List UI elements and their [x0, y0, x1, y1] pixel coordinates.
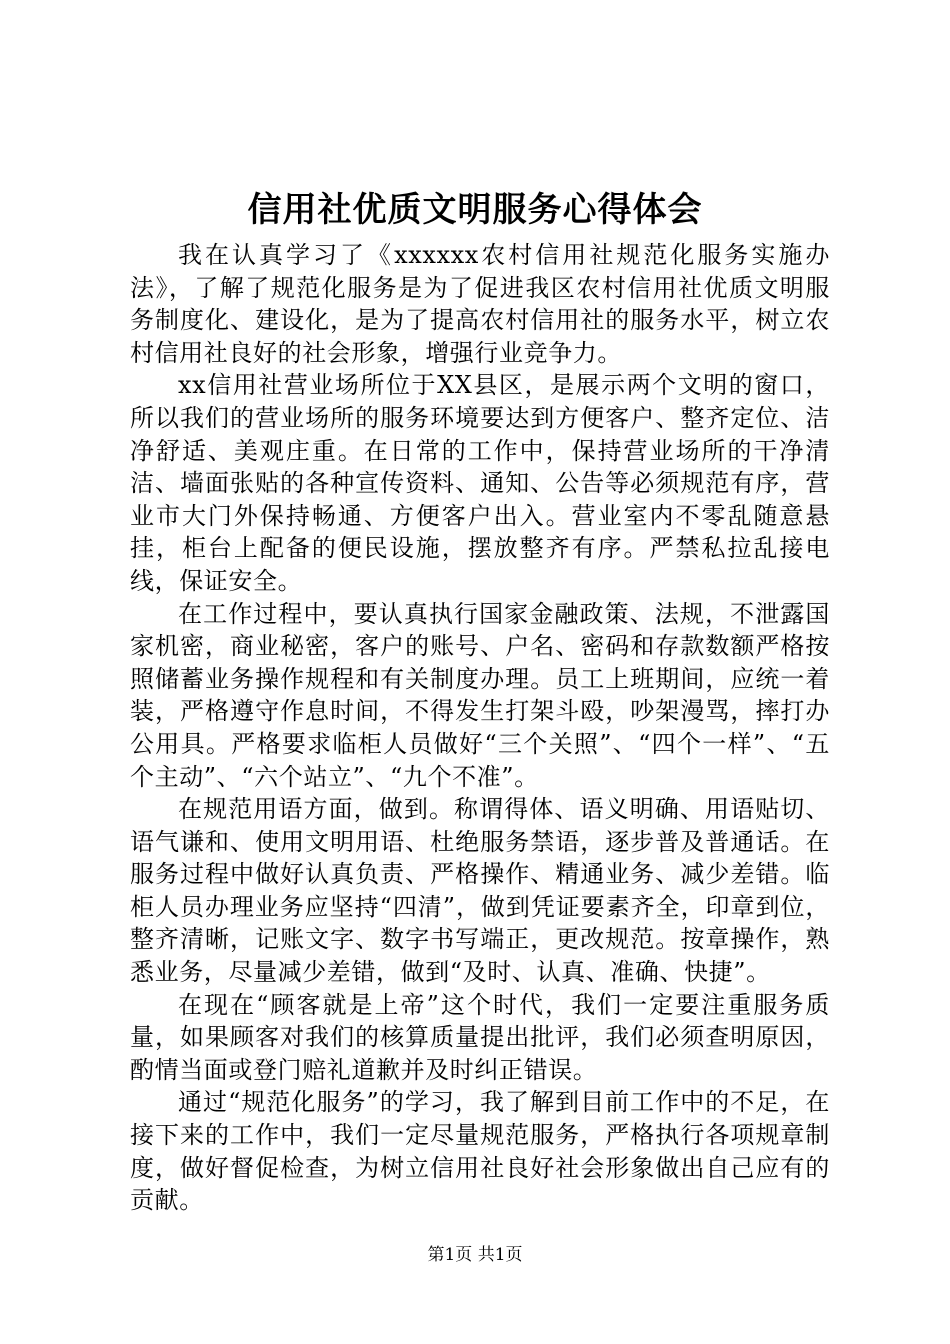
paragraph-6: 通过“规范化服务”的学习，我了解到目前工作中的不足，在接下来的工作中，我们一定尽量规范服务，严格执行各项规章制度，做好督促检查，为树立信用社良好社会形象做出自己应有的贡献。 — [130, 1088, 830, 1215]
paragraph-1: 我在认真学习了《xxxxxx农村信用社规范化服务实施办法》，了解了规范化服务是为了促进我区农村信用社优质文明服务制度化、建设化，是为了提高农村信用社的服务水平，树立农村信用社良好的社会形象，增强行业竞争力。 — [130, 241, 830, 367]
paragraph-4: 在规范用语方面，做到。称谓得体、语义明确、用语贴切、语气谦和、使用文明用语、杜绝服务禁语，逐步普及普通话。在服务过程中做好认真负责、严格操作、精通业务、减少差错。临柜人员办理业务应坚持“四清”，做到凭证要素齐全，印章到位，整齐清晰，记账文字、数字书写端正，更改规范。按章操作，熟悉业务，尽量减少差错，做到“及时、认真、准确、快捷”。 — [130, 795, 830, 987]
paragraph-5: 在现在“顾客就是上帝”这个时代，我们一定要注重服务质量，如果顾客对我们的核算质量提出批评，我们必须查明原因，酌情当面或登门赔礼道歉并及时纠正错误。 — [130, 990, 830, 1084]
document-body — [130, 239, 830, 1217]
paragraph-3: 在工作过程中，要认真执行国家金融政策、法规，不泄露国家机密，商业秘密，客户的账号、户名、密码和存款数额严格按照储蓄业务操作规程和有关制度办理。员工上班期间，应统一着装，严格遵守作息时间，不得发生打架斗殴，吵架漫骂，摔打办公用具。严格要求临柜人员做好“三个关照”、“四个一样”、“五个主动”、“六个站立”、“九个不准”。 — [130, 599, 830, 791]
paragraph-2: xx信用社营业场所位于XX县区，是展示两个文明的窗口，所以我们的营业场所的服务环境要达到方便客户、整齐定位、洁净舒适、美观庄重。在日常的工作中，保持营业场所的干净清洁、墙面张贴的各种宣传资料、通知、公告等必须规范有序，营业市大门外保持畅通、方便客户出入。营业室内不零乱随意悬挂，柜台上配备的便民设施，摆放整齐有序。严禁私拉乱接电线，保证安全。 — [130, 371, 830, 595]
page-footer: 第1页 共1页 — [427, 1245, 523, 1265]
document-title: 信用社优质文明服务心得体会 — [247, 190, 703, 230]
